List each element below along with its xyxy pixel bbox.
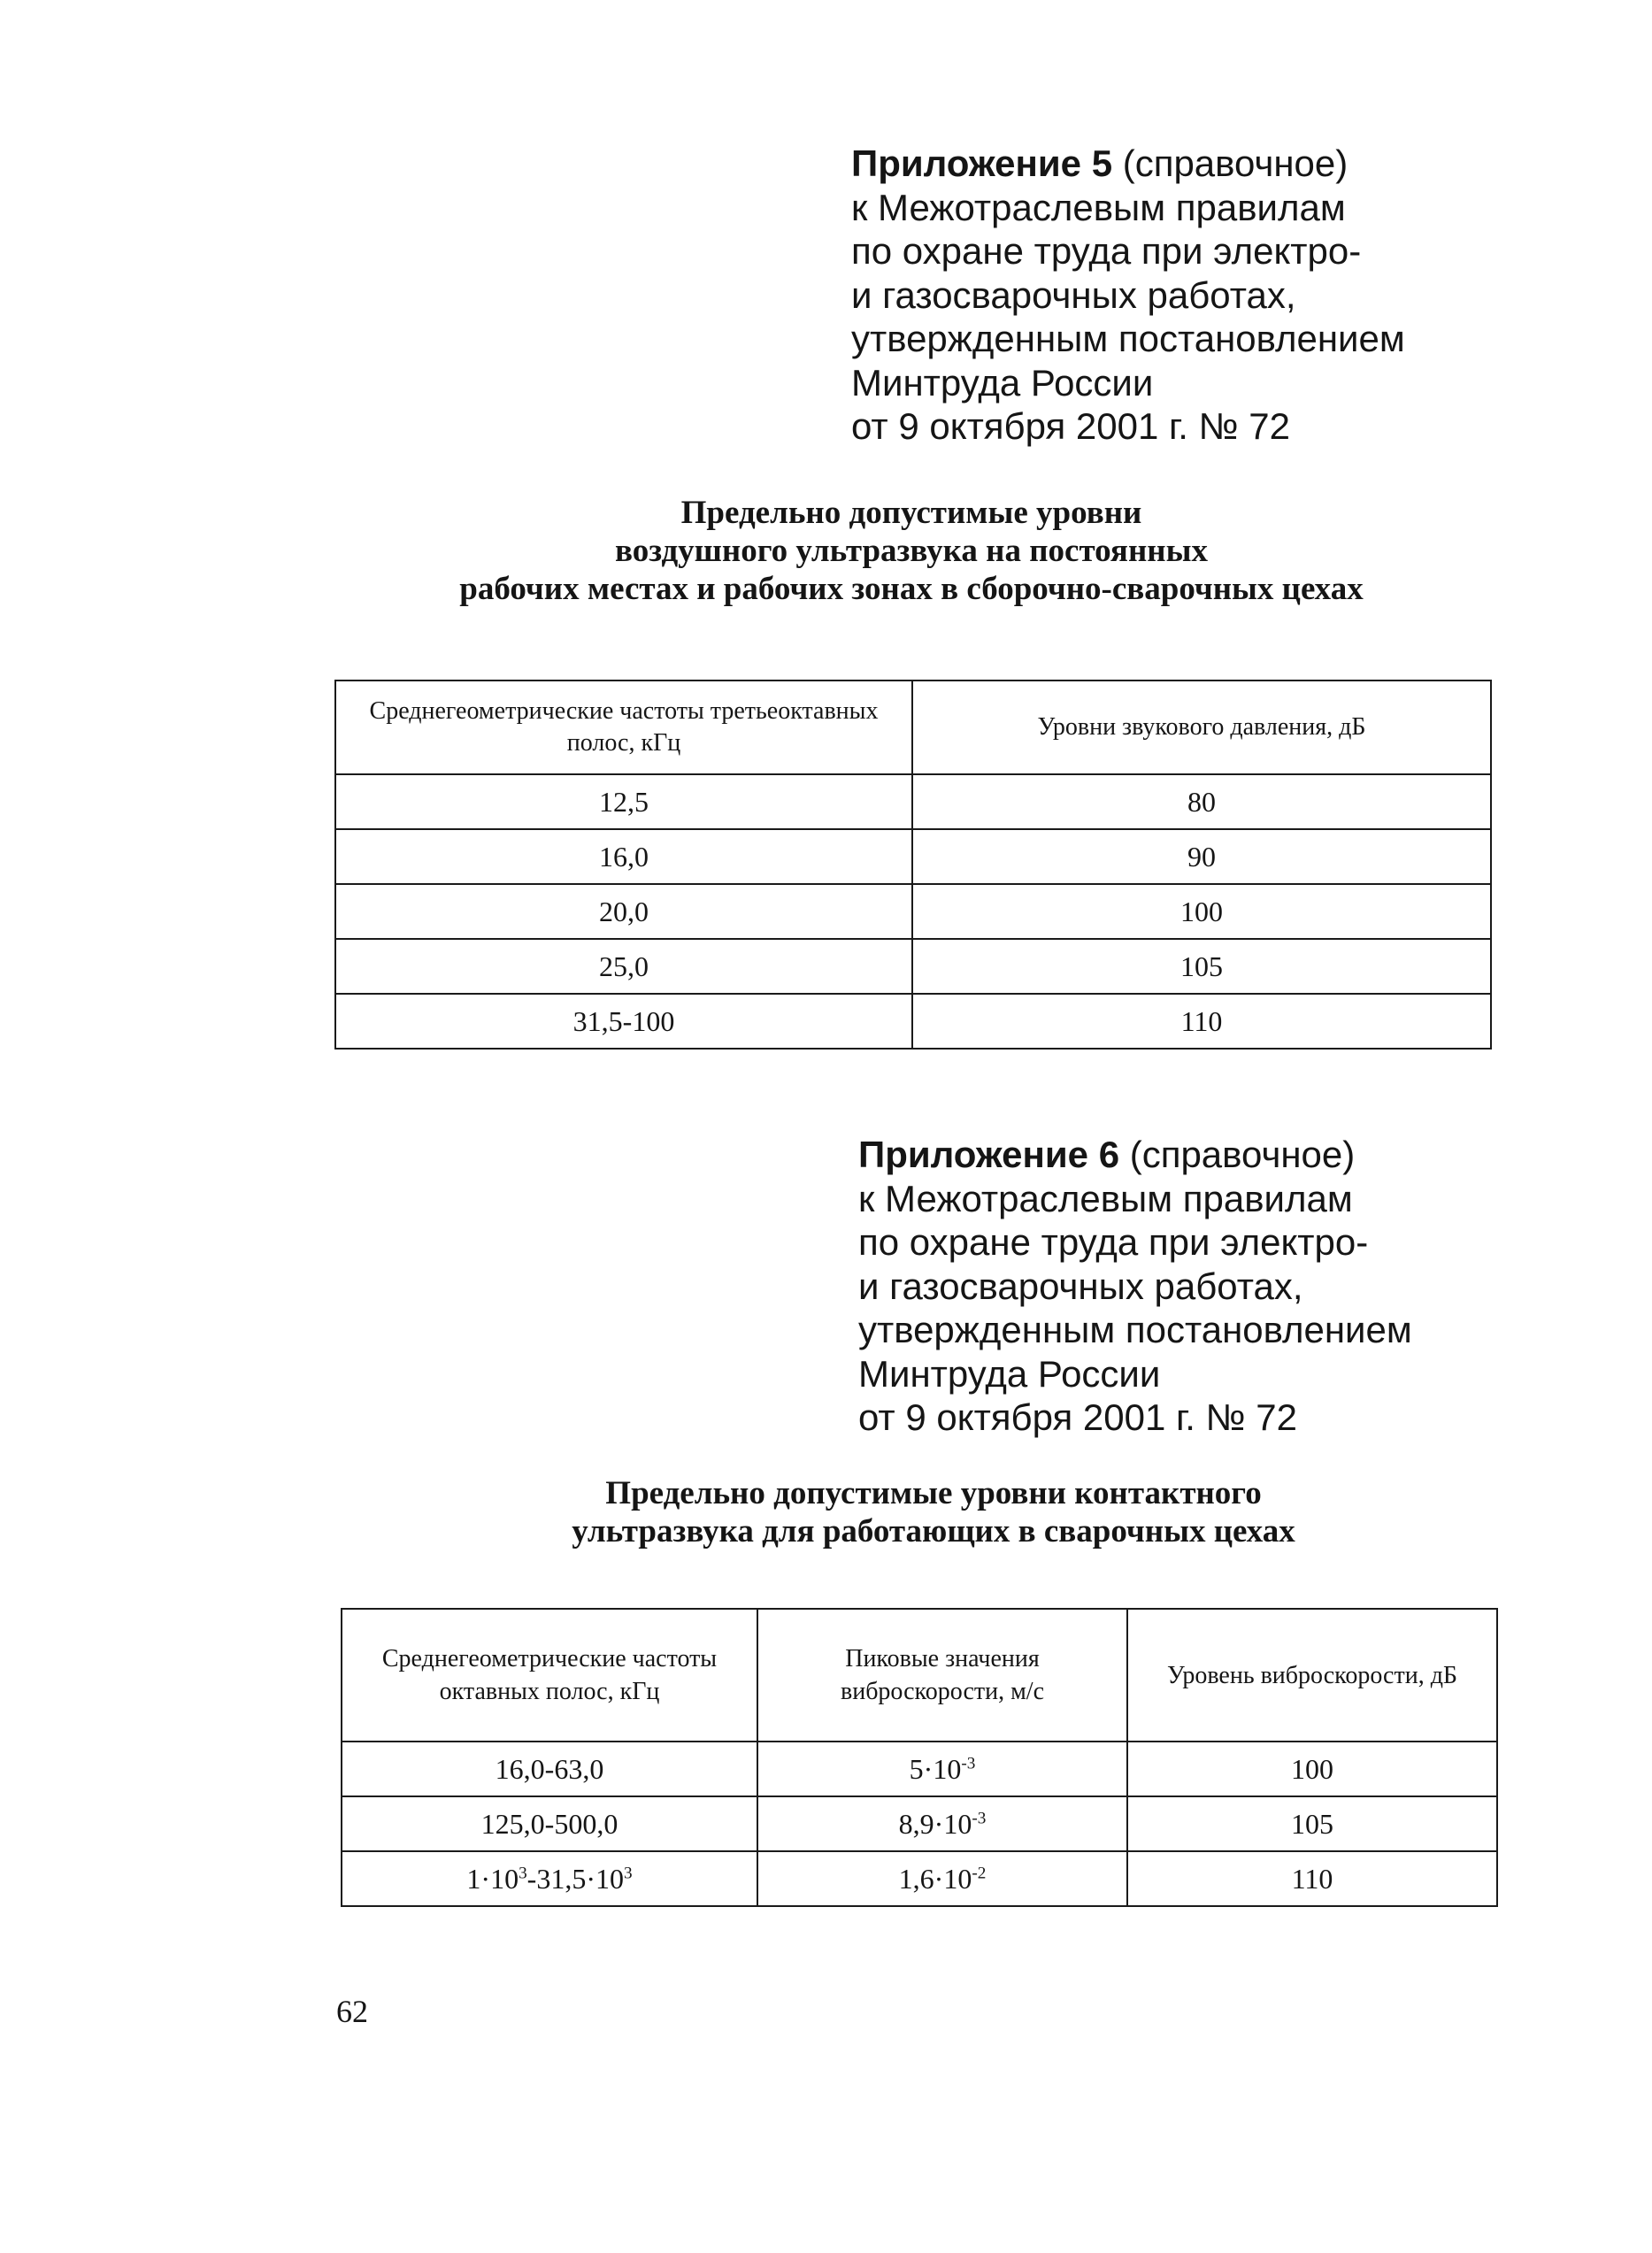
appendix-6-line: по охране труда при электро- — [858, 1221, 1369, 1263]
airborne-ultrasound-table — [334, 680, 1492, 1050]
page-number: 62 — [336, 1994, 368, 2029]
frequency-end: -31,5·10 — [526, 1862, 624, 1895]
frequency-start-exponent: 3 — [519, 1863, 527, 1882]
peak-exponent: -3 — [961, 1753, 976, 1772]
table-row — [335, 994, 1491, 1049]
table-header-row — [342, 1609, 1497, 1742]
peak-exponent: -3 — [972, 1808, 987, 1827]
frequency-start: 1·10 — [466, 1862, 519, 1895]
column-header-peak-velocity: Пиковые значения виброскорости, м/с — [757, 1609, 1127, 1742]
velocity-level-cell: 100 — [1127, 1742, 1497, 1796]
frequency-end-exponent: 3 — [623, 1863, 633, 1882]
table-6-title — [425, 1474, 1442, 1550]
table-row — [342, 1742, 1497, 1796]
peak-velocity-cell — [757, 1796, 1127, 1851]
appendix-5-type: (справочное) — [1112, 142, 1348, 184]
frequency-cell: 12,5 — [335, 774, 912, 829]
appendix-5-line: по охране труда при электро- — [851, 230, 1362, 272]
table-row — [335, 884, 1491, 939]
appendix-6-type: (справочное) — [1119, 1134, 1356, 1175]
table-row — [335, 829, 1491, 884]
table-5-title-line: Предельно допустимые уровни — [680, 495, 1142, 531]
appendix-5-line: и газосварочных работах, — [851, 273, 1296, 316]
table-row — [342, 1796, 1497, 1851]
appendix-5-line: Минтруда России — [851, 361, 1154, 404]
pressure-level-cell: 105 — [912, 939, 1491, 994]
appendix-6-line: и газосварочных работах, — [858, 1265, 1303, 1307]
peak-mantissa: 8,9·10 — [898, 1807, 972, 1840]
table-5-title — [336, 494, 1487, 608]
frequency-cell: 25,0 — [335, 939, 912, 994]
table-row — [335, 774, 1491, 829]
peak-exponent: -2 — [972, 1863, 987, 1882]
column-header-pressure-level: Уровни звукового давления, дБ — [912, 681, 1491, 774]
appendix-5-label-line — [851, 142, 1405, 186]
pressure-level-cell: 80 — [912, 774, 1491, 829]
frequency-cell: 20,0 — [335, 884, 912, 939]
pressure-level-cell: 100 — [912, 884, 1491, 939]
appendix-6-heading — [858, 1133, 1412, 1440]
appendix-6-line: от 9 октября 2001 г. № 72 — [858, 1396, 1297, 1438]
table-5-title-line: рабочих местах и рабочих зонах в сборочно-сварочных цехах — [459, 571, 1364, 607]
table-header-row — [335, 681, 1491, 774]
appendix-6-line: утвержденным постановлением — [858, 1309, 1412, 1350]
column-header-frequency: Среднегеометрические частоты третьеоктавных полос, кГц — [335, 681, 912, 774]
appendix-5-heading — [851, 142, 1405, 449]
frequency-value: 16,0-63,0 — [495, 1752, 604, 1785]
table-6-title-line: ультразвука для работающих в сварочных цехах — [572, 1513, 1295, 1549]
contact-ultrasound-table — [341, 1608, 1498, 1907]
peak-velocity-cell — [757, 1851, 1127, 1906]
appendix-5-label: Приложение 5 — [851, 142, 1113, 184]
pressure-level-cell: 90 — [912, 829, 1491, 884]
appendix-5-line: к Межотраслевым правилам — [851, 186, 1346, 228]
column-header-velocity-level: Уровень виброскорости, дБ — [1127, 1609, 1497, 1742]
peak-velocity-cell — [757, 1742, 1127, 1796]
peak-mantissa: 5·10 — [909, 1752, 962, 1785]
peak-mantissa: 1,6·10 — [898, 1862, 972, 1895]
pressure-level-cell: 110 — [912, 994, 1491, 1049]
table-row — [335, 939, 1491, 994]
appendix-5-line: утвержденным постановлением — [851, 318, 1405, 359]
frequency-cell: 31,5-100 — [335, 994, 912, 1049]
frequency-cell — [342, 1796, 757, 1851]
appendix-6-line: к Межотраслевым правилам — [858, 1177, 1353, 1219]
frequency-cell — [342, 1851, 757, 1906]
frequency-cell: 16,0 — [335, 829, 912, 884]
table-5-title-line: воздушного ультразвука на постоянных — [615, 533, 1208, 569]
appendix-5-line: от 9 октября 2001 г. № 72 — [851, 405, 1290, 447]
appendix-6-label-line — [858, 1133, 1412, 1177]
table-row — [342, 1851, 1497, 1906]
frequency-value: 125,0-500,0 — [480, 1807, 619, 1840]
column-header-frequency: Среднегеометрические частоты октавных полос, кГц — [342, 1609, 757, 1742]
appendix-6-label: Приложение 6 — [858, 1134, 1120, 1175]
velocity-level-cell: 105 — [1127, 1796, 1497, 1851]
frequency-cell — [342, 1742, 757, 1796]
appendix-6-line: Минтруда России — [858, 1352, 1161, 1395]
table-6-title-line: Предельно допустимые уровни контактного — [605, 1475, 1262, 1511]
velocity-level-cell: 110 — [1127, 1851, 1497, 1906]
